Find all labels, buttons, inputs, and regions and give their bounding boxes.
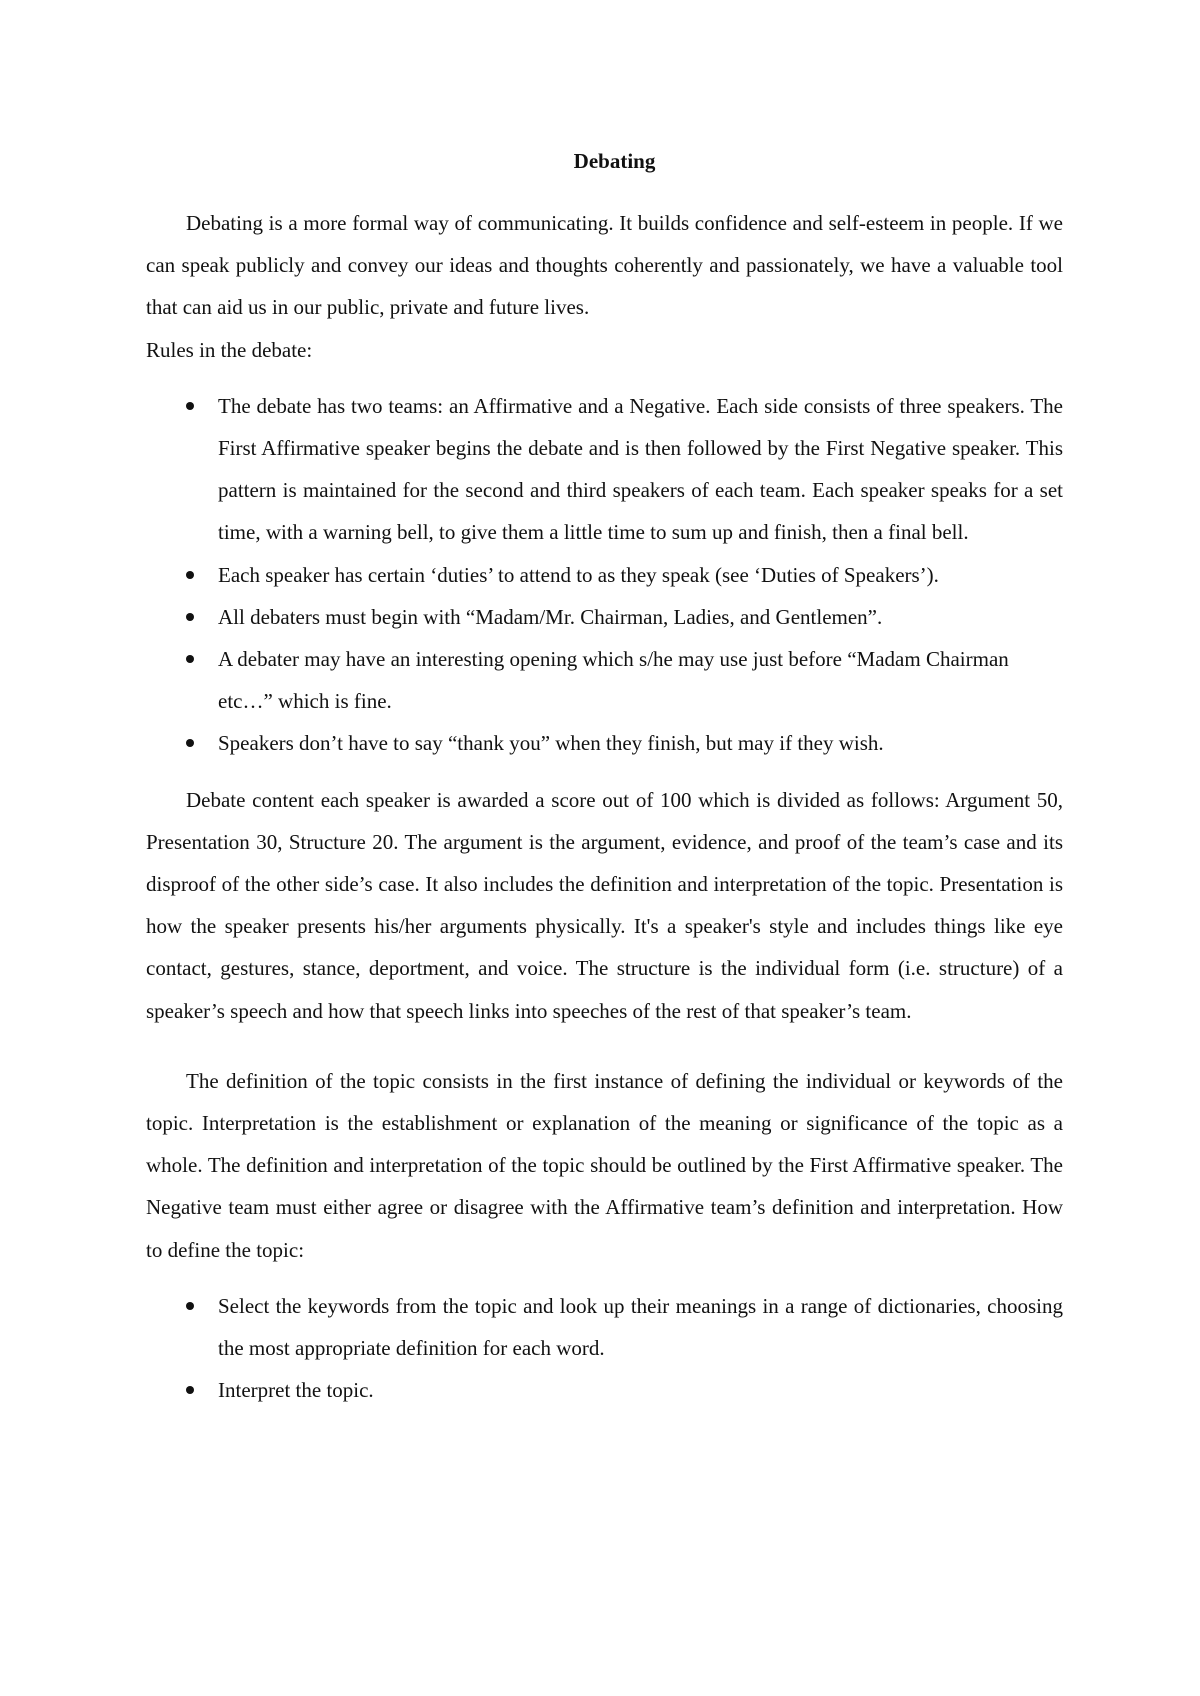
rules-heading: Rules in the debate:	[146, 337, 313, 362]
rule-item-thank-you: Speakers don’t have to say “thank you” when they finish, but may if they wish.	[146, 722, 1063, 764]
definition-paragraph: The definition of the topic consists in the first instance of defining the individual or keywords of the topic. Interpretation is the establishment or explanation of the meaning or significance of the topic as a whole. The definition and interpretation of the topic should be outlined by the First Affirmative speaker. The Negative team must either agree or disagree with the Affirmative team’s definition and interpretation. How to define the topic:	[146, 1068, 1063, 1262]
content-paragraph: Debate content each speaker is awarded a score out of 100 which is divided as follows: Argument 50, Presentation 30, Structure 20. The argument is the argument, evidence, and proof of the team’s case and its disproof of the other side’s case. It also includes the definition and interpretation of the topic. Presentation is how the speaker presents his/her arguments physically. It's a speaker's style and includes things like eye contact, gestures, stance, deportment, and voice. The structure is the individual form (i.e. structure) of a speaker’s speech and how that speech links into speeches of the rest of that speaker’s team.	[146, 787, 1063, 1023]
define-step-interpret: Interpret the topic.	[146, 1369, 1063, 1411]
intro-paragraph: Debating is a more formal way of communicating. It builds confidence and self-esteem in people. If we can speak publicly and convey our ideas and thoughts coherently and passionately, we have a valuable tool that can aid us in our public, private and future lives.	[146, 211, 1063, 320]
rule-item-opening: A debater may have an interesting opening which s/he may use just before “Madam Chairman etc…” which is fine.	[146, 638, 1063, 722]
define-step-keywords: Select the keywords from the topic and look up their meanings in a range of dictionaries, choosing the most appropriate definition for each word.	[146, 1285, 1063, 1369]
document-page	[146, 140, 1063, 1411]
rules-list	[146, 385, 1063, 765]
rule-item-greeting: All debaters must begin with “Madam/Mr. Chairman, Ladies, and Gentlemen”.	[146, 596, 1063, 638]
rule-item-duties: Each speaker has certain ‘duties’ to attend to as they speak (see ‘Duties of Speakers’).	[146, 554, 1063, 596]
rule-item-teams: The debate has two teams: an Affirmative and a Negative. Each side consists of three speakers. The First Affirmative speaker begins the debate and is then followed by the First Negative speaker. This pattern is maintained for the second and third speakers of each team. Each speaker speaks for a set time, with a warning bell, to give them a little time to sum up and finish, then a final bell.	[146, 385, 1063, 554]
document-title: Debating	[573, 149, 656, 173]
define-steps-list	[146, 1285, 1063, 1412]
